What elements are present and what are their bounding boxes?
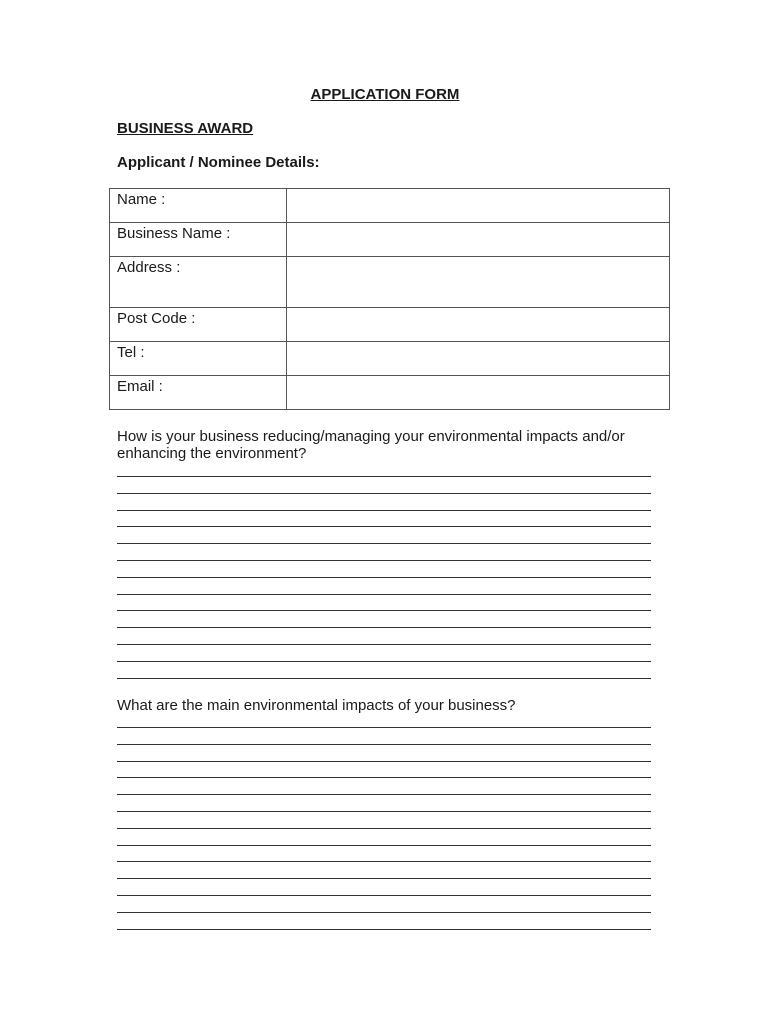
answer-line[interactable]: [117, 493, 651, 494]
answer-line[interactable]: [117, 644, 651, 645]
post-code-label: Post Code :: [110, 308, 287, 342]
answer-line[interactable]: [117, 543, 651, 544]
answer-line[interactable]: [117, 912, 651, 913]
answer-line[interactable]: [117, 845, 651, 846]
answer-line[interactable]: [117, 661, 651, 662]
answer-line[interactable]: [117, 744, 651, 745]
table-row: [110, 189, 670, 223]
question-2-text: What are the main environmental impacts of your business?: [117, 697, 516, 714]
answer-line[interactable]: [117, 828, 651, 829]
answer-line[interactable]: [117, 560, 651, 561]
answer-line[interactable]: [117, 861, 651, 862]
answer-line[interactable]: [117, 929, 651, 930]
details-table: [109, 188, 670, 410]
answer-line[interactable]: [117, 526, 651, 527]
post-code-field[interactable]: [287, 308, 670, 342]
address-label: Address :: [110, 257, 287, 308]
table-row: [110, 308, 670, 342]
table-row: [110, 376, 670, 410]
page-title: APPLICATION FORM: [310, 86, 460, 103]
question-1-text: How is your business reducing/managing your environmental impacts and/or enhancing the environment?: [117, 428, 625, 462]
name-field[interactable]: [287, 189, 670, 223]
answer-line[interactable]: [117, 878, 651, 879]
answer-line[interactable]: [117, 610, 651, 611]
details-subtitle: Applicant / Nominee Details:: [117, 154, 320, 171]
table-row: [110, 257, 670, 308]
name-label: Name :: [110, 189, 287, 223]
business-name-label: Business Name :: [110, 223, 287, 257]
table-row: [110, 223, 670, 257]
answer-line[interactable]: [117, 727, 651, 728]
answer-line[interactable]: [117, 678, 651, 679]
answer-line[interactable]: [117, 777, 651, 778]
business-name-field[interactable]: [287, 223, 670, 257]
answer-line[interactable]: [117, 627, 651, 628]
answer-line[interactable]: [117, 794, 651, 795]
answer-line[interactable]: [117, 577, 651, 578]
tel-label: Tel :: [110, 342, 287, 376]
email-label: Email :: [110, 376, 287, 410]
table-row: [110, 342, 670, 376]
answer-line[interactable]: [117, 510, 651, 511]
answer-line[interactable]: [117, 476, 651, 477]
answer-line[interactable]: [117, 895, 651, 896]
answer-line[interactable]: [117, 594, 651, 595]
section-title: BUSINESS AWARD: [117, 120, 254, 137]
answer-line[interactable]: [117, 811, 651, 812]
email-field[interactable]: [287, 376, 670, 410]
tel-field[interactable]: [287, 342, 670, 376]
answer-line[interactable]: [117, 761, 651, 762]
address-field[interactable]: [287, 257, 670, 308]
